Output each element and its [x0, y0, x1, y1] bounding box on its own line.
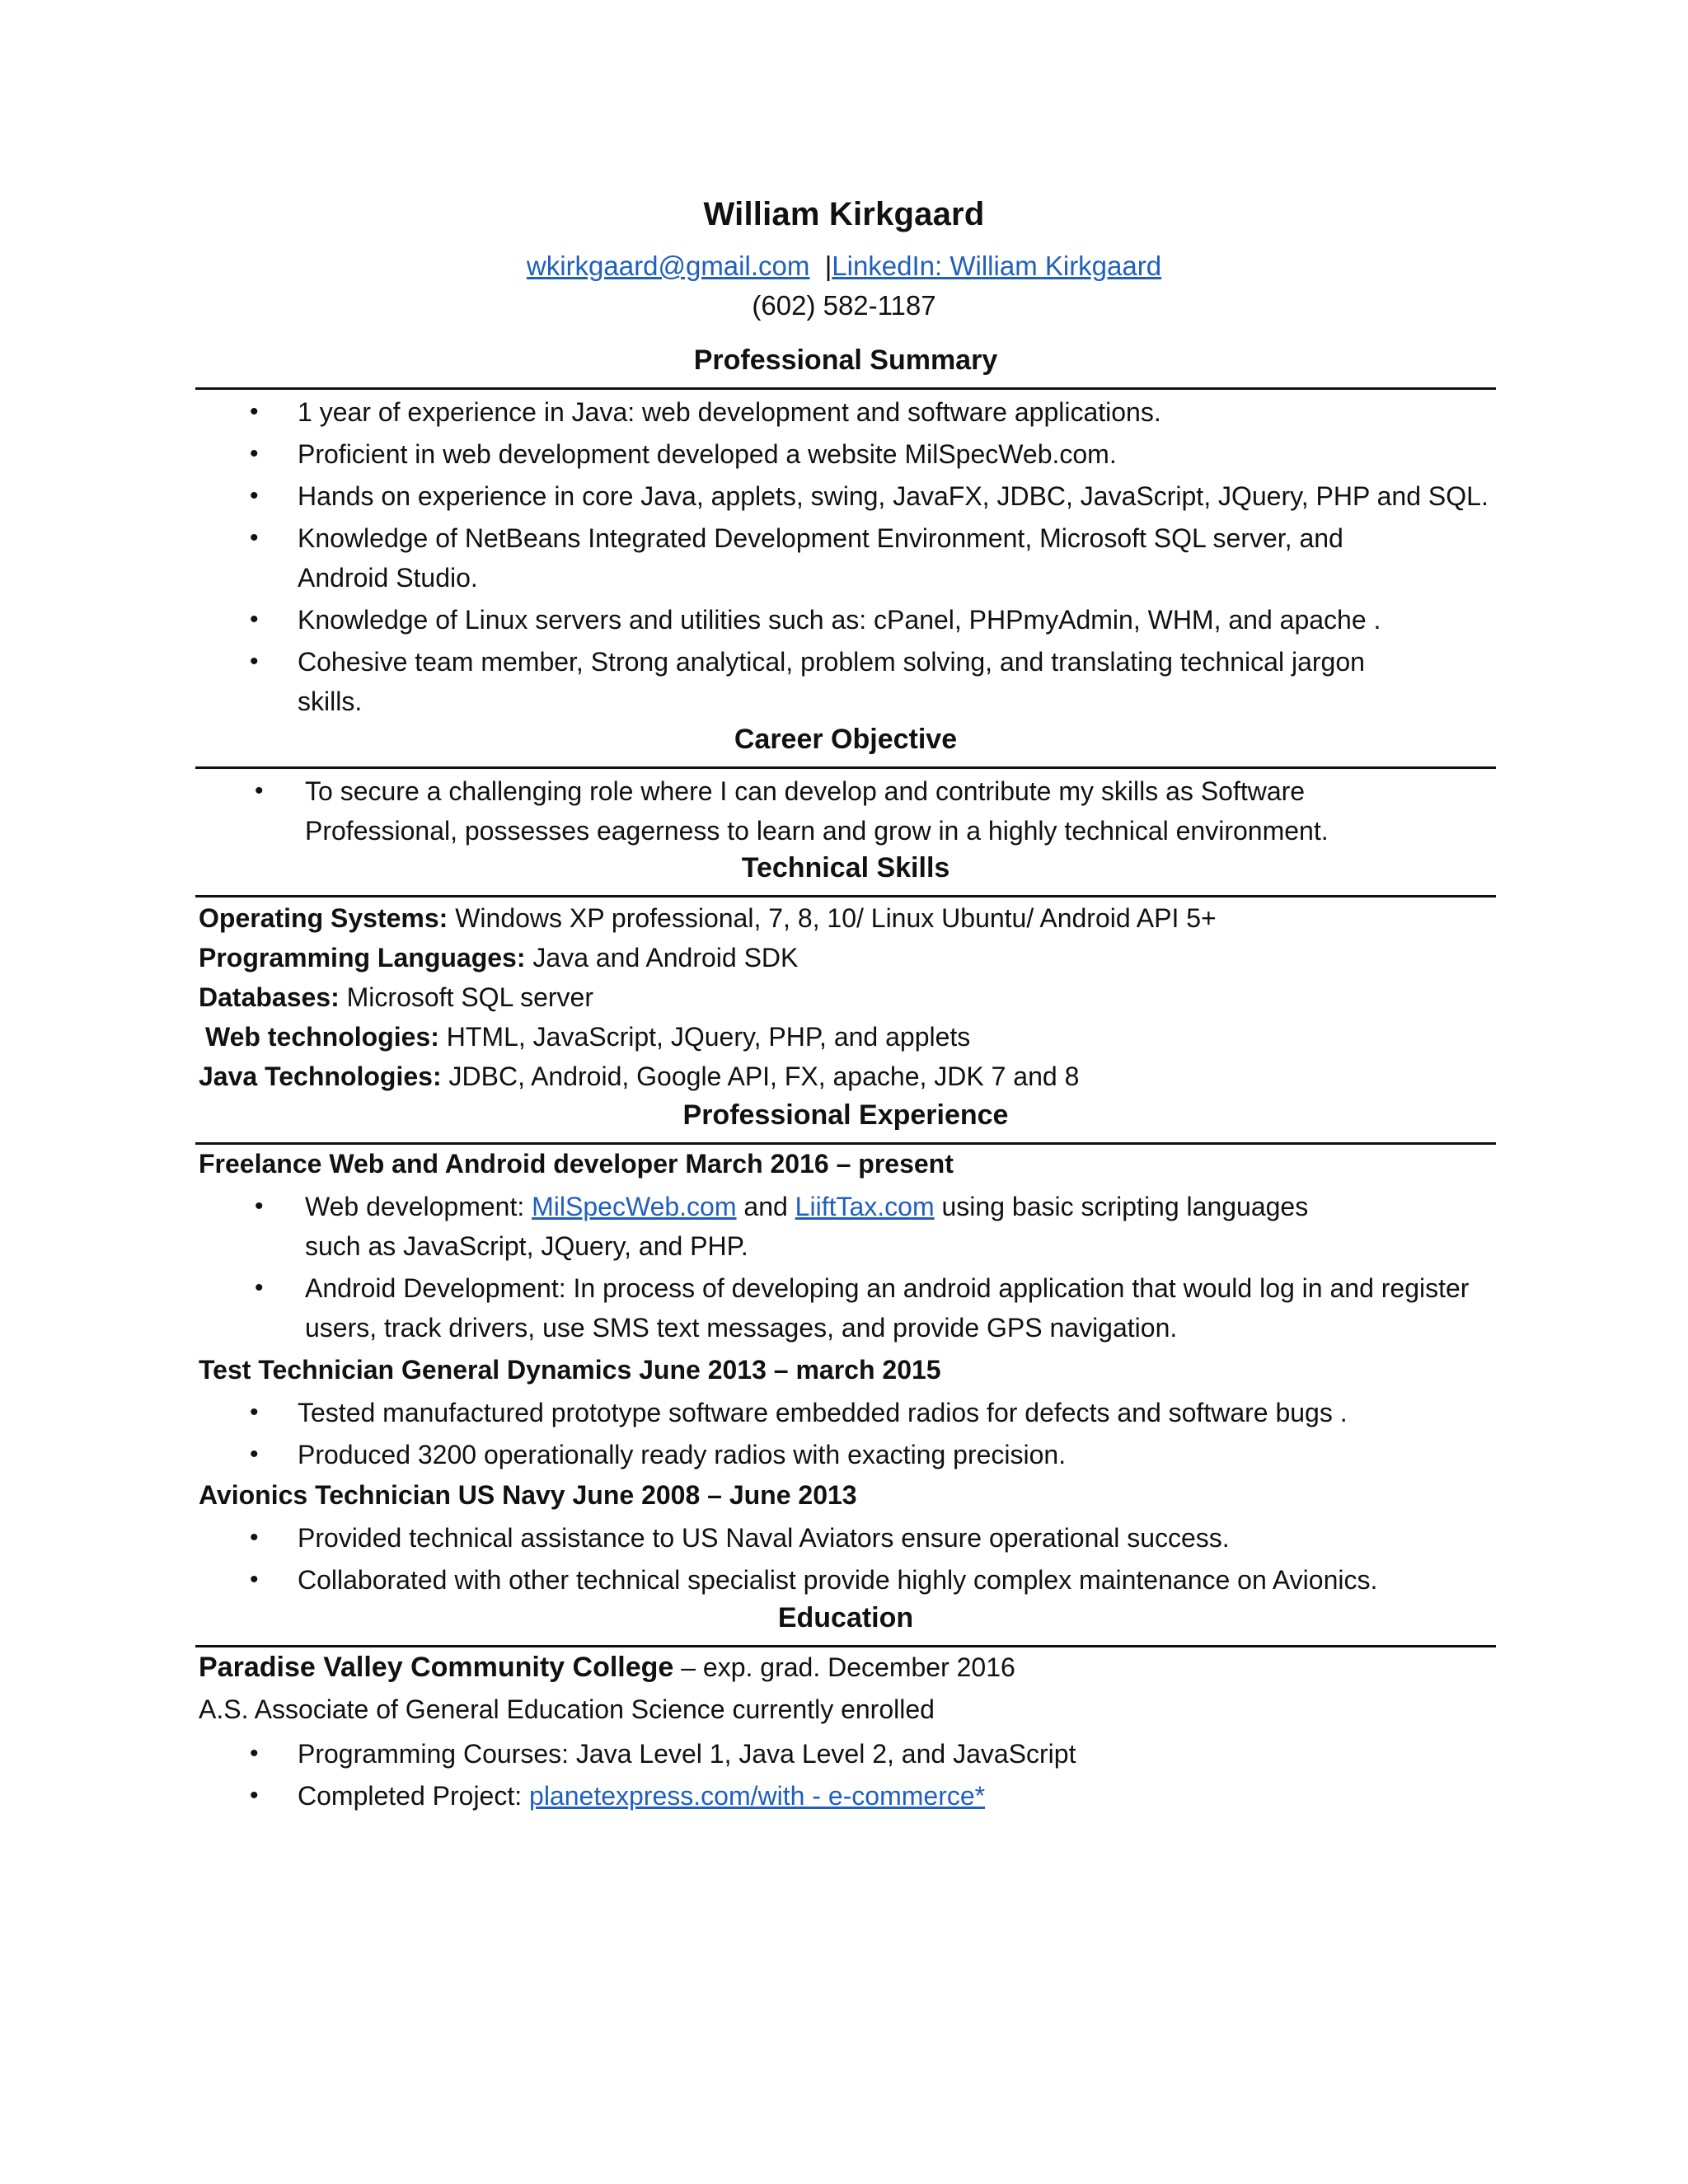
- list-item: • Cohesive team member, Strong analytical, problem solving, and translating technical jargon skills.: [195, 642, 1496, 721]
- linkedin-link[interactable]: LinkedIn: William Kirkgaard: [832, 251, 1162, 281]
- candidate-name: William Kirkgaard: [703, 196, 985, 232]
- skill-row-os: Operating Systems: Windows XP professional, 7, 8, 10/ Linux Ubuntu/ Android API 5+: [199, 903, 1217, 933]
- section-title-experience: Professional Experience: [682, 1099, 1009, 1131]
- list-item: • Programming Courses: Java Level 1, Java Level 2, and JavaScript: [195, 1734, 1496, 1774]
- section-divider: [195, 766, 1496, 769]
- list-item: • Android Development: In process of developing an android application that would log in and register users, track drivers, use SMS text messages, and provide GPS navigation.: [195, 1268, 1496, 1347]
- milspecweb-link[interactable]: MilSpecWeb.com: [532, 1192, 737, 1221]
- contact-line: [0, 251, 1688, 282]
- job-bullets-general-dynamics: [195, 1393, 1496, 1477]
- job-heading-freelance: Freelance Web and Android developer March 2016 – present: [199, 1149, 954, 1179]
- list-item: • To secure a challenging role where I can develop and contribute my skills as Software Professional, possesses eagerness to learn and grow in a highly technical environment.: [195, 771, 1496, 851]
- list-item: • Web development: MilSpecWeb.com and LiiftTax.com using basic scripting languages such as JavaScript, JQuery, and PHP.: [195, 1187, 1496, 1266]
- contact-separator: |: [824, 251, 832, 281]
- bullet-icon: •: [255, 1274, 264, 1301]
- summary-list: [195, 392, 1496, 724]
- education-degree: A.S. Associate of General Education Science currently enrolled: [199, 1694, 935, 1724]
- bullet-icon: •: [250, 398, 259, 425]
- skill-row-databases: Databases: Microsoft SQL server: [199, 982, 593, 1012]
- bullet-icon: •: [250, 1441, 259, 1468]
- job-heading-us-navy: Avionics Technician US Navy June 2008 – June 2013: [199, 1480, 857, 1510]
- list-item: • Completed Project: planetexpress.com/with - e-commerce*: [195, 1776, 1496, 1816]
- section-title-skills: Technical Skills: [741, 852, 950, 883]
- skill-row-java: Java Technologies: JDBC, Android, Google API, FX, apache, JDK 7 and 8: [199, 1062, 1080, 1091]
- project-link[interactable]: planetexpress.com/with - e-commerce*: [529, 1781, 986, 1811]
- list-item: • Hands on experience in core Java, applets, swing, JavaFX, JDBC, JavaScript, JQuery, PHP and SQL.: [195, 476, 1496, 516]
- education-school-line: [199, 1652, 1015, 1684]
- bullet-icon: •: [250, 1740, 259, 1767]
- bullet-icon: •: [255, 777, 264, 804]
- list-item: • Collaborated with other technical specialist provide highly complex maintenance on Avionics.: [195, 1560, 1496, 1600]
- bullet-icon: •: [250, 1566, 259, 1593]
- section-title-summary: Professional Summary: [693, 344, 998, 376]
- section-divider: [195, 895, 1496, 898]
- list-item: • Proficient in web development developed a website MilSpecWeb.com.: [195, 434, 1496, 474]
- bullet-icon: •: [250, 1399, 259, 1426]
- bullet-icon: •: [250, 1524, 259, 1551]
- section-divider: [195, 1142, 1496, 1145]
- bullet-icon: •: [250, 648, 259, 675]
- section-divider: [195, 387, 1496, 390]
- skill-row-web: Web technologies: HTML, JavaScript, JQuery, PHP, and applets: [205, 1022, 971, 1052]
- job-bullets-us-navy: [195, 1518, 1496, 1602]
- bullet-icon: •: [250, 524, 259, 551]
- bullet-icon: •: [255, 1193, 264, 1220]
- job-heading-general-dynamics: Test Technician General Dynamics June 2013 – march 2015: [199, 1355, 941, 1385]
- skill-row-languages: Programming Languages: Java and Android SDK: [199, 943, 799, 972]
- school-name: Paradise Valley Community College: [199, 1652, 674, 1683]
- list-item: • Tested manufactured prototype software embedded radios for defects and software bugs .: [195, 1393, 1496, 1432]
- liifttax-link[interactable]: LiiftTax.com: [795, 1192, 935, 1221]
- list-item: • 1 year of experience in Java: web development and software applications.: [195, 392, 1496, 432]
- bullet-icon: •: [250, 606, 259, 633]
- list-item: • Knowledge of NetBeans Integrated Development Environment, Microsoft SQL server, and Android Studio.: [195, 518, 1496, 598]
- list-item: • Knowledge of Linux servers and utilities such as: cPanel, PHPmyAdmin, WHM, and apache .: [195, 600, 1496, 640]
- email-link[interactable]: wkirkgaard@gmail.com: [526, 251, 810, 281]
- bullet-icon: •: [250, 440, 259, 467]
- objective-list: [195, 771, 1496, 853]
- section-divider: [195, 1645, 1496, 1647]
- job-bullets-freelance: [195, 1187, 1496, 1350]
- section-title-education: Education: [777, 1602, 914, 1633]
- section-title-objective: Career Objective: [734, 724, 958, 755]
- education-bullets: [195, 1734, 1496, 1818]
- graduation-date: – exp. grad. December 2016: [673, 1652, 1015, 1682]
- list-item: • Provided technical assistance to US Naval Aviators ensure operational success.: [195, 1518, 1496, 1558]
- list-item: • Produced 3200 operationally ready radios with exacting precision.: [195, 1435, 1496, 1474]
- bullet-icon: •: [250, 1782, 259, 1809]
- bullet-icon: •: [250, 482, 259, 509]
- phone-number: (602) 582-1187: [752, 290, 936, 321]
